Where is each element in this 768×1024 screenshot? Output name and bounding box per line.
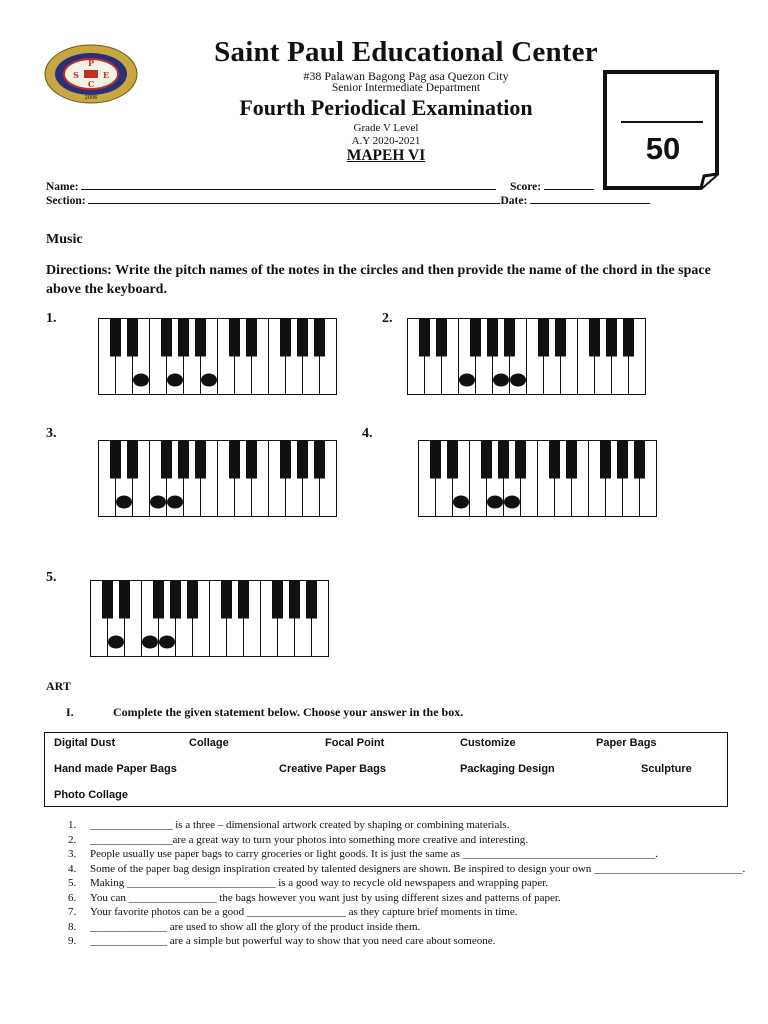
black-key [170, 581, 181, 619]
black-key [229, 441, 240, 479]
item-text: ______________ are used to show all the glory of the product inside them. [90, 920, 421, 933]
list-item [68, 847, 748, 862]
choice-hand-made-paper-bags: Hand made Paper Bags [54, 763, 177, 775]
black-key [195, 441, 206, 479]
svg-text:C: C [87, 79, 95, 89]
item-text: People usually use paper bags to carry groceries or light goods. It is just the same as ___________________________________. [90, 848, 658, 860]
black-key [280, 319, 291, 357]
list-item [68, 891, 748, 906]
item-number: 3. [68, 848, 77, 860]
music-directions: Directions: Write the pitch names of the notes in the circles and then provide the name of the chord in the space above the keyboard. [46, 263, 711, 297]
list-item [68, 862, 748, 877]
svg-text:2006: 2006 [84, 95, 98, 101]
black-key [153, 581, 164, 619]
black-key [623, 319, 634, 357]
art-part-number: I. [66, 705, 74, 719]
choice-paper-bags: Paper Bags [596, 737, 657, 749]
black-key [606, 319, 617, 357]
item-text: Some of the paper bag design inspiration created by talented designers are shown. Be inspired to design your own ___________________________. [90, 862, 746, 875]
black-key [634, 441, 645, 479]
black-key [178, 319, 189, 357]
black-key [127, 319, 138, 357]
note-circle[interactable] [487, 496, 503, 509]
black-key [470, 319, 481, 357]
exam-title: Fourth Periodical Examination [239, 95, 533, 120]
item-text: ______________ are a simple but powerful way to show that you need care about someone. [90, 935, 496, 947]
note-circle[interactable] [493, 374, 509, 387]
answer-choices-box [44, 732, 728, 807]
choice-focal-point: Focal Point [325, 737, 385, 749]
date-line[interactable] [530, 193, 650, 204]
black-key [538, 319, 549, 357]
item-number: 1. [68, 819, 77, 831]
piano-keyboard-5 [90, 580, 330, 658]
note-circle[interactable] [459, 374, 475, 387]
section-label: Section: [46, 195, 86, 207]
note-circle[interactable] [159, 636, 175, 649]
section-line[interactable] [88, 193, 500, 204]
black-key [178, 441, 189, 479]
music-heading: Music [46, 232, 83, 247]
black-key [195, 319, 206, 357]
black-key [504, 319, 515, 357]
item-number: 9. [68, 935, 77, 947]
black-key [221, 581, 232, 619]
note-circle[interactable] [453, 496, 469, 509]
art-instruction: Complete the given statement below. Choose your answer in the box. [113, 705, 464, 719]
black-key [127, 441, 138, 479]
choice-collage: Collage [189, 737, 229, 749]
piano-keyboard-2 [407, 318, 647, 396]
item-number: 8. [68, 920, 77, 933]
name-field[interactable] [46, 179, 496, 193]
note-circle[interactable] [142, 636, 158, 649]
score-total: 50 [645, 131, 681, 166]
black-key [110, 319, 121, 357]
question-number-1: 1. [46, 311, 57, 326]
note-circle[interactable] [504, 496, 520, 509]
black-key [289, 581, 300, 619]
black-key [515, 441, 526, 479]
name-line[interactable] [81, 179, 496, 190]
black-key [110, 441, 121, 479]
score-line[interactable] [544, 179, 594, 190]
black-key [481, 441, 492, 479]
black-key [314, 319, 325, 357]
score-label: Score: [510, 181, 542, 193]
question-number-2: 2. [382, 311, 393, 326]
black-key [549, 441, 560, 479]
black-key [419, 319, 430, 357]
black-key [566, 441, 577, 479]
score-field[interactable] [510, 179, 594, 193]
item-number: 5. [68, 877, 77, 889]
black-key [447, 441, 458, 479]
name-label: Name: [46, 181, 79, 193]
item-text: _______________ is a three – dimensional artwork created by shaping or combining materials. [90, 819, 510, 831]
choice-sculpture: Sculpture [641, 763, 692, 775]
note-circle[interactable] [116, 496, 132, 509]
black-key [238, 581, 249, 619]
piano-keyboard-4 [418, 440, 658, 518]
subject-title: MAPEH VI [346, 147, 426, 164]
question-number-5: 5. [46, 570, 57, 585]
black-key [161, 441, 172, 479]
note-circle[interactable] [108, 636, 124, 649]
black-key [272, 581, 283, 619]
art-heading: ART [46, 679, 71, 693]
black-key [589, 319, 600, 357]
black-key [436, 319, 447, 357]
item-number: 2. [68, 833, 77, 846]
note-circle[interactable] [167, 374, 183, 387]
black-key [306, 581, 317, 619]
date-label: Date: [500, 195, 528, 207]
black-key [600, 441, 611, 479]
svg-text:P: P [87, 58, 95, 68]
black-key [555, 319, 566, 357]
black-key [617, 441, 628, 479]
black-key [487, 319, 498, 357]
black-key [161, 319, 172, 357]
note-circle[interactable] [510, 374, 526, 387]
choice-packaging-design: Packaging Design [460, 763, 555, 775]
score-box [603, 70, 721, 190]
school-address: #38 Palawan Bagong Pag asa Quezon City [303, 69, 509, 83]
black-key [280, 441, 291, 479]
black-key [102, 581, 113, 619]
art-items-list [68, 818, 748, 949]
black-key [297, 441, 308, 479]
svg-text:E: E [102, 70, 110, 80]
list-item [68, 833, 748, 848]
academic-year: A.Y 2020-2021 [351, 135, 421, 147]
black-key [229, 319, 240, 357]
department: Senior Intermediate Department [331, 82, 481, 94]
list-item [68, 876, 748, 891]
black-key [297, 319, 308, 357]
item-number: 6. [68, 891, 77, 904]
black-key [246, 319, 257, 357]
list-item [68, 920, 748, 935]
choice-photo-collage: Photo Collage [54, 789, 128, 801]
list-item [68, 934, 748, 949]
piano-keyboard-1 [98, 318, 338, 396]
black-key [430, 441, 441, 479]
note-circle[interactable] [150, 496, 166, 509]
grade-level: Grade V Level [353, 122, 419, 134]
note-circle[interactable] [201, 374, 217, 387]
choice-customize: Customize [460, 737, 516, 749]
black-key [246, 441, 257, 479]
choice-creative-paper-bags: Creative Paper Bags [279, 763, 386, 775]
item-number: 7. [68, 906, 77, 918]
school-name: Saint Paul Educational Center [214, 36, 598, 68]
item-number: 4. [68, 862, 77, 875]
question-number-4: 4. [362, 426, 373, 441]
list-item [68, 905, 748, 920]
choice-digital-dust: Digital Dust [54, 737, 116, 749]
item-text: _______________are a great way to turn your photos into something more creative and interesting. [90, 833, 529, 846]
item-text: Your favorite photos can be a good __________________ as they capture brief moments in time. [90, 906, 518, 918]
black-key [119, 581, 130, 619]
black-key [187, 581, 198, 619]
item-text: Making ___________________________ is a good way to recycle old newspapers and wrapping paper. [90, 877, 548, 889]
black-key [314, 441, 325, 479]
question-number-3: 3. [46, 426, 57, 441]
black-key [498, 441, 509, 479]
section-field[interactable] [46, 193, 650, 207]
svg-text:S: S [73, 70, 79, 80]
item-text: You can ________________ the bags however you want just by using different sizes and patterns of paper. [90, 891, 561, 904]
note-circle[interactable] [133, 374, 149, 387]
piano-keyboard-3 [98, 440, 338, 518]
list-item [68, 818, 748, 833]
note-circle[interactable] [167, 496, 183, 509]
